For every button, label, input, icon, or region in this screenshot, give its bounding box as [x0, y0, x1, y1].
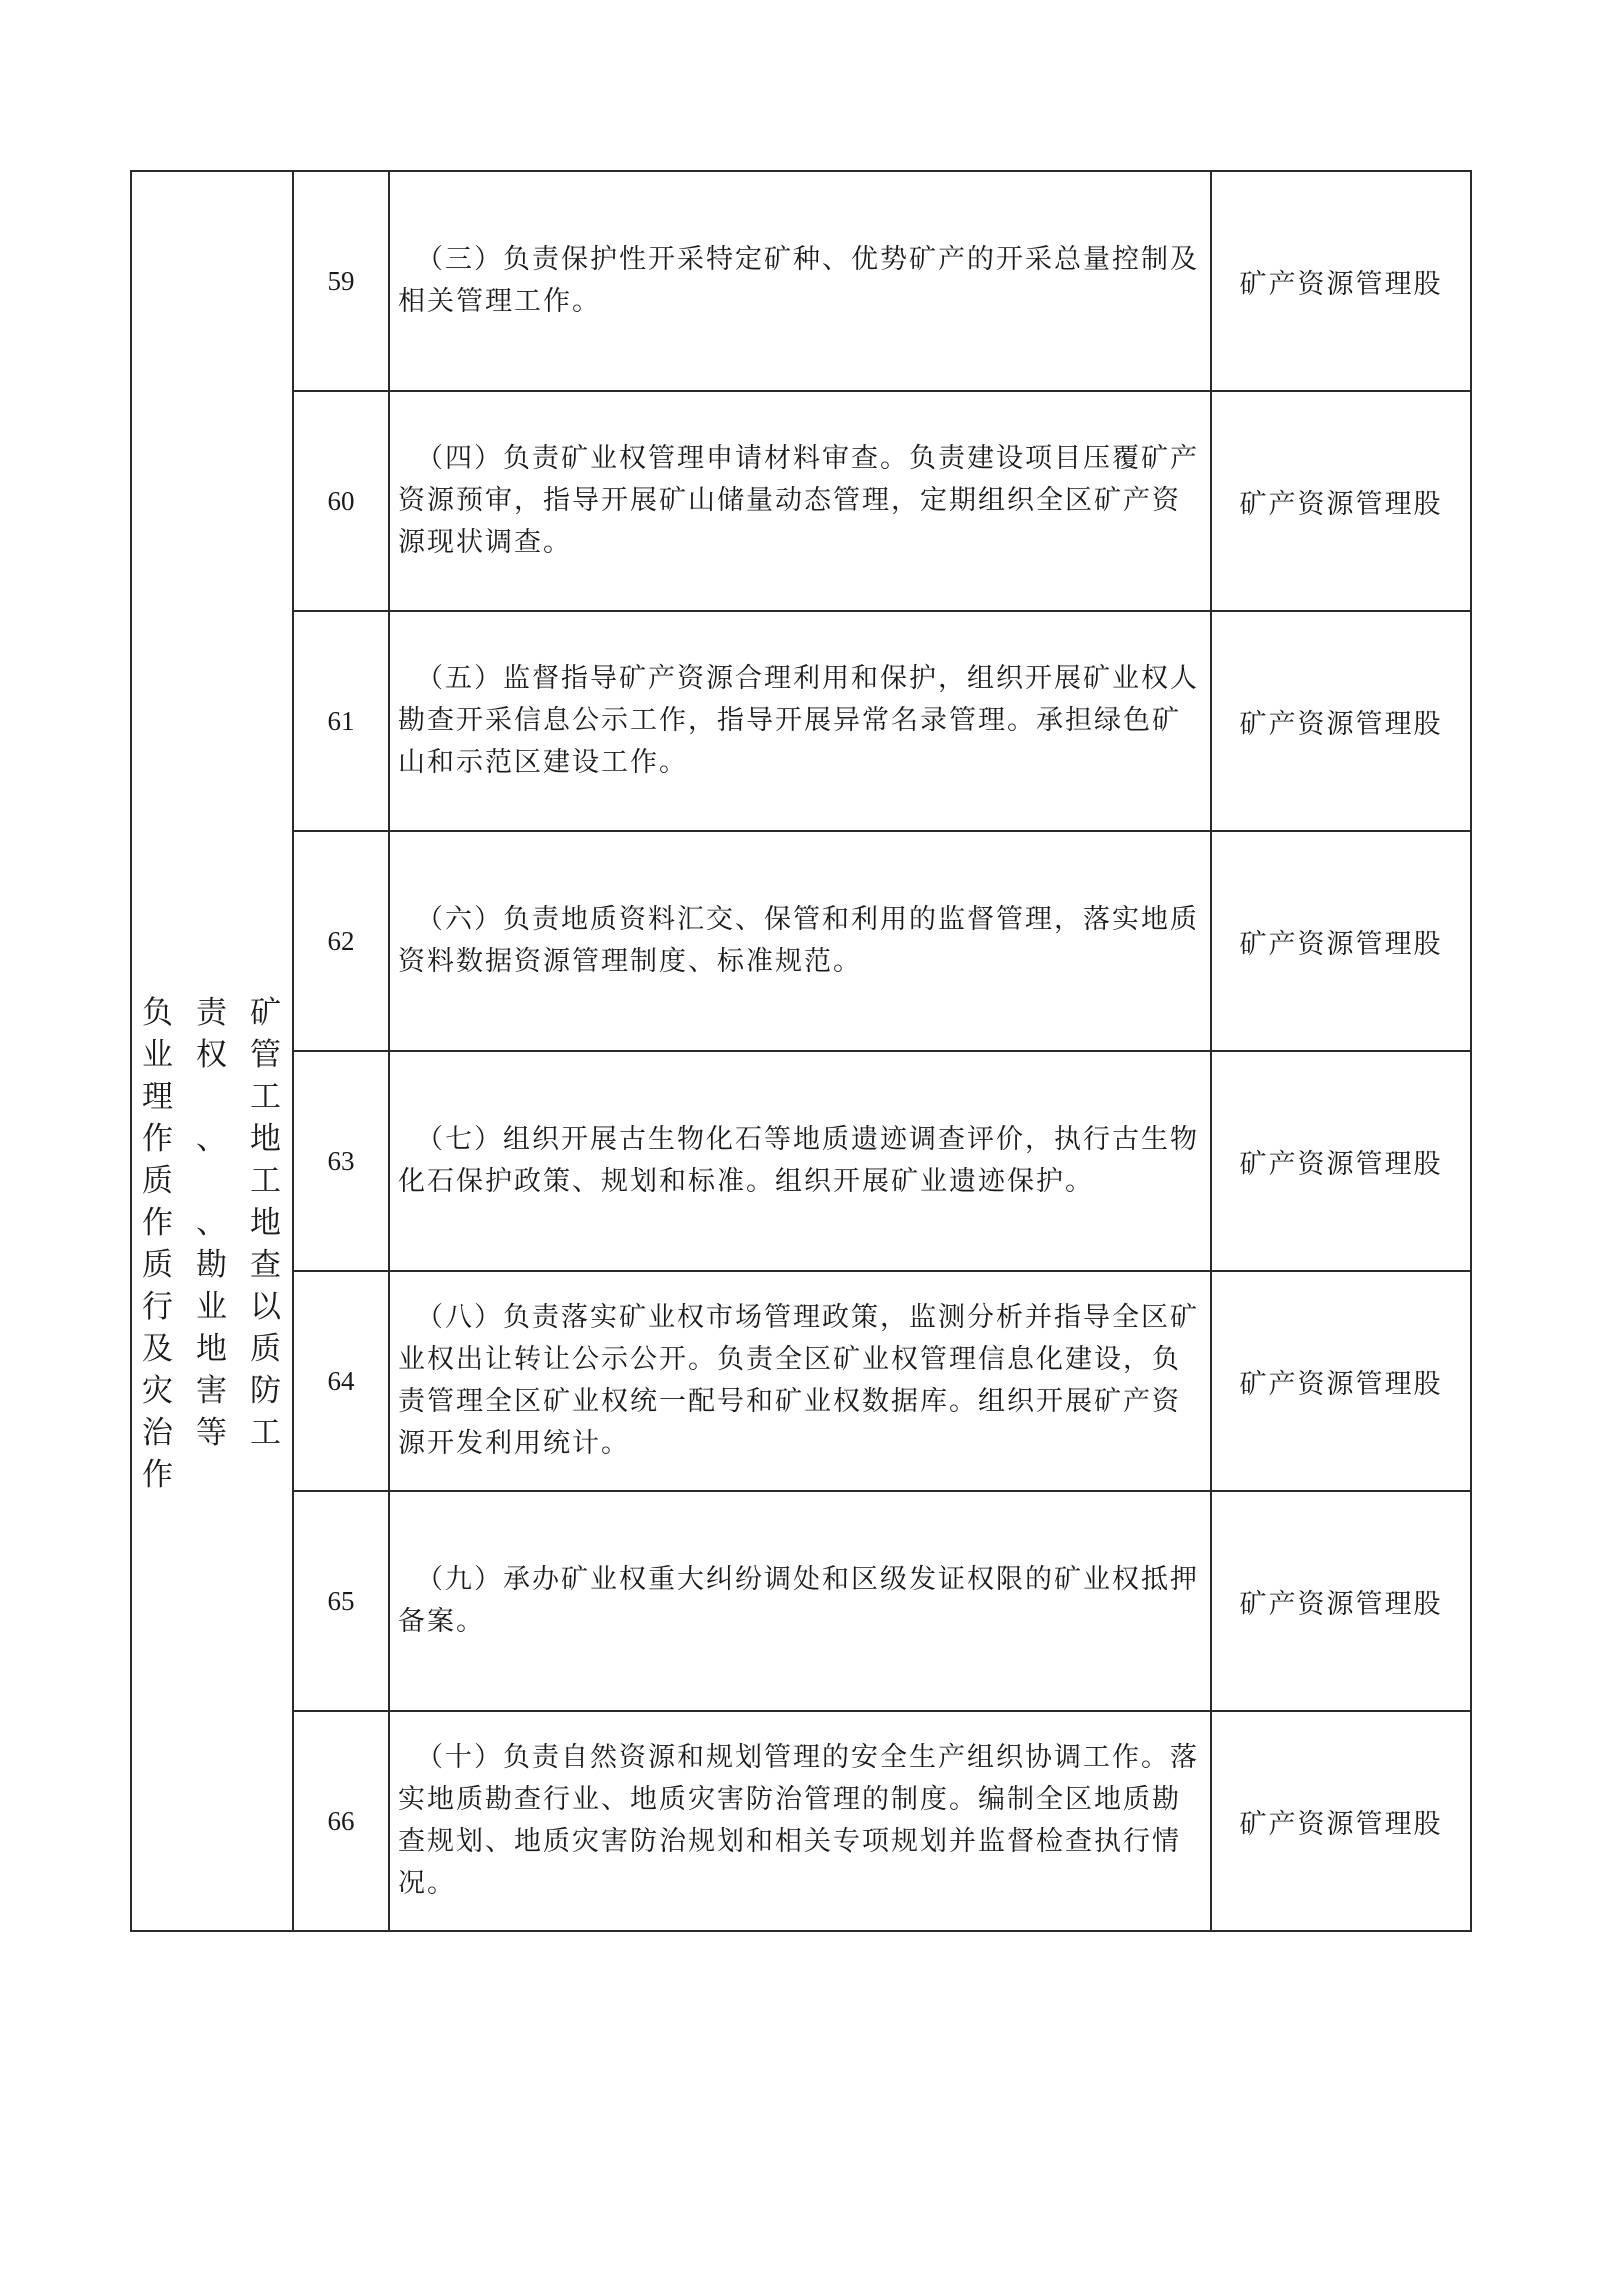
responsibility-text: （六）负责地质资料汇交、保管和利用的监督管理，落实地质资料数据资源管理制度、标准规范。	[389, 831, 1211, 1051]
table-row	[131, 1491, 1471, 1711]
row-number: 63	[293, 1051, 389, 1271]
responsibility-text: （九）承办矿业权重大纠纷调处和区级发证权限的矿业权抵押备案。	[389, 1491, 1211, 1711]
row-number: 60	[293, 391, 389, 611]
department-name: 矿产资源管理股	[1211, 1271, 1471, 1491]
responsibility-text: （八）负责落实矿业权市场管理政策，监测分析并指导全区矿业权出让转让公示公开。负责全区矿业权管理信息化建设，负责管理全区矿业权统一配号和矿业权数据库。组织开展矿产资源开发利用统计。	[389, 1271, 1211, 1491]
responsibility-table	[130, 170, 1472, 1932]
responsibility-text: （十）负责自然资源和规划管理的安全生产组织协调工作。落实地质勘查行业、地质灾害防治管理的制度。编制全区地质勘查规划、地质灾害防治规划和相关专项规划并监督检查执行情况。	[389, 1711, 1211, 1931]
row-number: 66	[293, 1711, 389, 1931]
department-name: 矿产资源管理股	[1211, 1491, 1471, 1711]
responsibility-text: （五）监督指导矿产资源合理利用和保护，组织开展矿业权人勘查开采信息公示工作，指导开展异常名录管理。承担绿色矿山和示范区建设工作。	[389, 611, 1211, 831]
row-number: 65	[293, 1491, 389, 1711]
responsibility-text: （四）负责矿业权管理申请材料审查。负责建设项目压覆矿产资源预审，指导开展矿山储量动态管理，定期组织全区矿产资源现状调查。	[389, 391, 1211, 611]
department-name: 矿产资源管理股	[1211, 1051, 1471, 1271]
department-name: 矿产资源管理股	[1211, 171, 1471, 391]
table-row	[131, 391, 1471, 611]
row-number: 62	[293, 831, 389, 1051]
department-name: 矿产资源管理股	[1211, 831, 1471, 1051]
responsibility-text: （三）负责保护性开采特定矿种、优势矿产的开采总量控制及相关管理工作。	[389, 171, 1211, 391]
table-row	[131, 1271, 1471, 1491]
table-row	[131, 1051, 1471, 1271]
table-row	[131, 171, 1471, 391]
row-number: 61	[293, 611, 389, 831]
table-row	[131, 1711, 1471, 1931]
row-number: 59	[293, 171, 389, 391]
row-number: 64	[293, 1271, 389, 1491]
department-name: 矿产资源管理股	[1211, 611, 1471, 831]
department-name: 矿产资源管理股	[1211, 1711, 1471, 1931]
table-row	[131, 831, 1471, 1051]
table-row	[131, 611, 1471, 831]
category-text: 负责矿业权管理工作、地质工作、地质勘查行业以及地质灾害防治等工作	[142, 995, 288, 1493]
responsibility-text: （七）组织开展古生物化石等地质遗迹调查评价，执行古生物化石保护政策、规划和标准。组织开展矿业遗迹保护。	[389, 1051, 1211, 1271]
department-name: 矿产资源管理股	[1211, 391, 1471, 611]
category-cell	[131, 171, 293, 1931]
